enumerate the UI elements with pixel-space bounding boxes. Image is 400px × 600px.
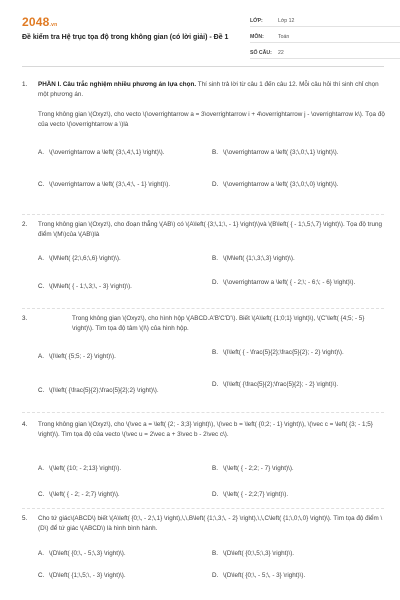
option-label: C.	[38, 181, 45, 188]
question-text: Trong không gian \(Oxyz\), cho đoạn thẳng \(AB\) có \(A\left( {3;\,1;\, - 1} \right)\)và \(B\left( { - 1;\,5;\,7} \right)\). Tọa độ trung điểm \(M\)của \(AB\)là	[38, 221, 383, 238]
option-a[interactable]	[38, 549, 208, 559]
option-text: \(\left( { - 2;2; - 7} \right)\).	[223, 465, 294, 472]
option-d[interactable]	[212, 380, 382, 390]
question-text: Trong không gian \(Oxyz\), cho hình hộp \(ABCD.A'B'C'D'\). Biết \(A\left( {1;0;1} \right)\), \(C'\left( {4;5; - 5} \right)\). Tìm tọa độ tâm \(I\) của hình hộp.	[72, 315, 365, 332]
option-text: \(I\left( {\frac{5}{2};\frac{5}{2};2} \right)\).	[49, 387, 159, 394]
option-label: A.	[38, 465, 44, 472]
section-heading: PHẦN I. Câu trắc nghiệm nhiều phương án lựa chọn.	[38, 81, 197, 88]
document-meta	[250, 16, 400, 64]
question-number: 4.	[22, 421, 28, 428]
question-4	[22, 420, 384, 508]
option-d[interactable]	[212, 180, 382, 190]
meta-row-question-count	[250, 48, 400, 59]
question-3	[22, 314, 384, 410]
question-number: 3.	[22, 315, 28, 322]
option-label: A.	[38, 550, 44, 557]
question-number: 1.	[22, 81, 28, 88]
meta-value: Lớp 12	[278, 17, 295, 24]
option-c[interactable]	[38, 490, 208, 500]
meta-key: MÔN:	[250, 33, 264, 40]
option-label: B.	[212, 465, 218, 472]
option-label: C.	[38, 572, 45, 579]
header-divider	[22, 66, 384, 67]
option-c[interactable]	[38, 282, 208, 292]
option-c[interactable]	[38, 180, 208, 190]
question-separator	[22, 508, 384, 509]
option-text: \(\overrightarrow a \left( {3;\,4;\,1} \right)\).	[49, 149, 165, 156]
option-b[interactable]	[212, 254, 382, 264]
option-a[interactable]	[38, 352, 208, 362]
option-a[interactable]	[38, 148, 208, 158]
meta-value: 22	[278, 49, 284, 56]
option-text: \(\overrightarrow a \left( {3;\,0;\,1} \right)\).	[223, 149, 339, 156]
option-label: B.	[212, 149, 218, 156]
question-1	[22, 80, 384, 214]
question-number: 5.	[22, 515, 28, 522]
option-text: \(\left( { - 2;2;7} \right)\).	[223, 491, 289, 498]
option-text: \(D\left( {0;\, - 5;\,3} \right)\).	[49, 550, 126, 557]
option-b[interactable]	[212, 549, 382, 559]
option-label: D.	[212, 279, 219, 286]
option-b[interactable]	[212, 348, 382, 358]
option-label: B.	[212, 349, 218, 356]
option-label: C.	[38, 491, 45, 498]
question-5	[22, 514, 384, 596]
option-text: \(I\left( {\frac{5}{2};\frac{5}{2}; - 2} \right)\).	[223, 381, 339, 388]
page-header	[22, 16, 382, 58]
brand-name: 2048	[22, 15, 50, 29]
section-intro	[38, 80, 386, 100]
question-number: 2.	[22, 221, 28, 228]
option-text: \(I\left( { - \frac{5}{2};\frac{5}{2}; - 2} \right)\).	[223, 349, 344, 356]
option-text: \(\overrightarrow a \left( {3;\,4;\, - 1} \right)\).	[49, 181, 171, 188]
option-a[interactable]	[38, 254, 208, 264]
option-label: D.	[212, 181, 219, 188]
option-c[interactable]	[38, 571, 208, 581]
meta-row-class	[250, 16, 400, 27]
option-c[interactable]	[38, 386, 208, 396]
option-text: \(\left( { - 2; - 2;7} \right)\).	[49, 491, 120, 498]
question-separator	[22, 214, 384, 215]
meta-key: LỚP:	[250, 17, 263, 24]
question-text: Trong không gian \(Oxyz\), cho \(\vec a = \left( {2; - 3;3} \right)\), \(\vec b = \left( {0;2; - 1} \right)\), \(\vec c = \left( {3; - 1;5} \right)\). Tìm tọa độ của vecto \(\vec u = 2\vec a + 3\vec b - 2\vec c\).	[38, 421, 373, 438]
option-label: A.	[38, 353, 44, 360]
option-text: \(\overrightarrow a \left( { - 2;\; - 6;\; - 6} \right)\).	[223, 279, 356, 286]
meta-value: Toán	[278, 33, 290, 40]
option-label: D.	[212, 491, 219, 498]
option-text: \(M\left( { - 1;\,3;\, - 3} \right)\).	[49, 283, 132, 290]
question-separator	[22, 308, 384, 309]
option-a[interactable]	[38, 464, 208, 474]
option-label: D.	[212, 381, 219, 388]
question-2	[22, 220, 384, 306]
document-title: Đề kiểm tra Hệ trục tọa độ trong không gian (có lời giải) - Đề 1	[22, 34, 229, 41]
option-text: \(M\left( {2;\,6;\,6} \right)\).	[49, 255, 121, 262]
brand-suffix: .vn	[49, 22, 58, 28]
option-label: A.	[38, 149, 44, 156]
option-label: A.	[38, 255, 44, 262]
option-text: \(D\left( {1;\,5;\, - 3} \right)\).	[49, 572, 126, 579]
option-d[interactable]	[212, 490, 382, 500]
option-b[interactable]	[212, 464, 382, 474]
question-text: Cho tứ giác\(ABCD\) biết \(A\left( {0;\, - 2;\,1} \right),\,\,B\left( {1;\,3;\, - 2} \right),\,\,C\left( {1;\,0;\,0} \right)\). Tìm tọa độ điểm \(D\) để tứ giác \(ABCD\) là hình bình hành.	[38, 515, 383, 532]
option-label: B.	[212, 550, 218, 557]
section-instructions: Thí sinh trả lời từ câu 1 đến câu 12. Mỗi câu hỏi thí sinh chỉ chọn một phương án.	[38, 81, 379, 98]
option-label: C.	[38, 283, 45, 290]
option-d[interactable]	[212, 571, 382, 581]
option-text: \(\overrightarrow a \left( {3;\,0;\,0} \right)\).	[223, 181, 339, 188]
option-text: \(I\left( {5;5; - 2} \right)\).	[49, 353, 116, 360]
question-text: Trong không gian \(Oxyz\), cho vecto \(\overrightarrow a = 3\overrightarrow i + 4\overrightarrow j - \overrightarrow k\). Tọa độ của vecto \(\overrightarrow a \)là	[38, 111, 385, 128]
option-b[interactable]	[212, 148, 382, 158]
option-label: C.	[38, 387, 45, 394]
option-label: D.	[212, 572, 219, 579]
option-text: \(D\left( {0;\,5;\,3} \right)\).	[223, 550, 295, 557]
option-text: \(M\left( {1;\,3;\,3} \right)\).	[223, 255, 295, 262]
option-text: \(\left( {10; - 2;13} \right)\).	[49, 465, 122, 472]
meta-key: SỐ CÂU:	[250, 49, 272, 56]
question-separator	[22, 412, 384, 413]
option-text: \(D\left( {0;\, - 5;\, - 3} \right)\).	[223, 572, 306, 579]
option-d[interactable]	[212, 278, 382, 288]
meta-row-subject	[250, 32, 400, 43]
option-label: B.	[212, 255, 218, 262]
